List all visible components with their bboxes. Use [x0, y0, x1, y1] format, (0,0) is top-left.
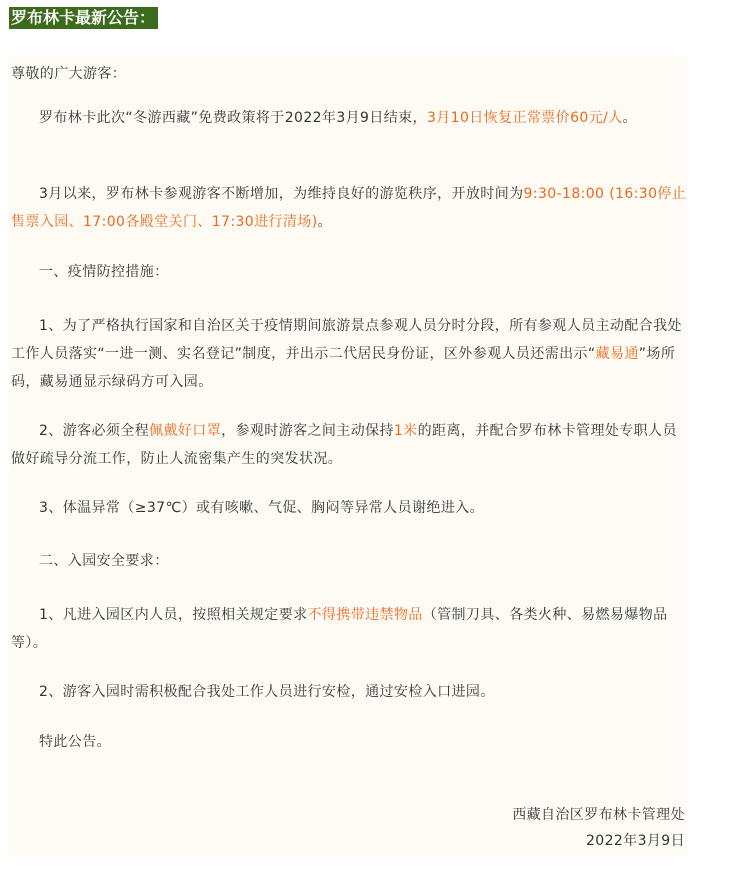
list-item: 3、体温异常（≥37℃）或有咳嗽、气促、胸闷等异常人员谢绝进入。: [39, 500, 484, 516]
paragraph-text: 罗布林卡此次“冬游西藏”免费政策将于2022年3月9日结束，: [39, 110, 427, 126]
list-item: [11, 312, 687, 396]
paragraph-text: 2、游客必须全程: [39, 423, 150, 439]
paragraph-text: 3月以来，罗布林卡参观游客不断增加，为维持良好的游览秩序，开放时间为: [39, 186, 524, 202]
closing-text: 特此公告。: [39, 734, 111, 750]
paragraph-text: 1、凡进入园区内人员，按照相关规定要求: [39, 607, 308, 623]
paragraph-text: 。: [317, 214, 332, 230]
notice-body: [9, 56, 687, 856]
list-item: 2、游客入园时需积极配合我处工作人员进行安检，通过安检入口进园。: [39, 684, 495, 700]
paragraph-text: （管制刀具、各类火种、易燃易爆物品等）。: [11, 607, 668, 651]
paragraph-text: 。: [622, 110, 638, 126]
highlight-prohibited-items: 不得携带违禁物品: [307, 607, 423, 623]
notice-title: 罗布林卡最新公告：: [9, 7, 158, 29]
highlight-zangyitong: 藏易通: [595, 346, 639, 362]
section-title-safety: 二、入园安全要求：: [39, 553, 169, 569]
paragraph-text: ”场所码，藏易通显示绿码方可入园。: [11, 346, 676, 390]
list-item: [11, 417, 687, 473]
signature-org: 西藏自治区罗布林卡管理处: [512, 807, 685, 823]
section-title-epidemic: 一、疫情防控措施：: [39, 264, 169, 280]
paragraph-text: 的距离，并配合罗布林卡管理处专职人员做好疏导分流工作，防止人流密集产生的突发状况。: [11, 423, 677, 467]
highlight-opening-hours: 9:30-18:00 (16:30停止售票入园、17:00各殿堂关门、17:30进行清场): [11, 186, 687, 230]
highlight-ticket-price: 3月10日恢复正常票价60元/人: [426, 110, 623, 126]
greeting: 尊敬的广大游客：: [11, 66, 127, 82]
highlight-mask: 佩戴好口罩: [149, 423, 222, 439]
paragraph-text: 1、为了严格执行国家和自治区关于疫情期间旅游景点参观人员分时分段，所有参观人员主动配合我处工作人员落实“一进一测、实名登记”制度，并出示二代居民身份证，区外参观人员还需出示“: [11, 318, 682, 362]
paragraph-free-policy-end: [11, 104, 687, 132]
list-item: [11, 601, 687, 657]
highlight-distance: 1米: [393, 423, 418, 439]
signature-date: 2022年3月9日: [585, 833, 685, 849]
paragraph-text: ，参观时游客之间主动保持: [221, 423, 394, 439]
paragraph-opening-hours: [11, 180, 687, 236]
